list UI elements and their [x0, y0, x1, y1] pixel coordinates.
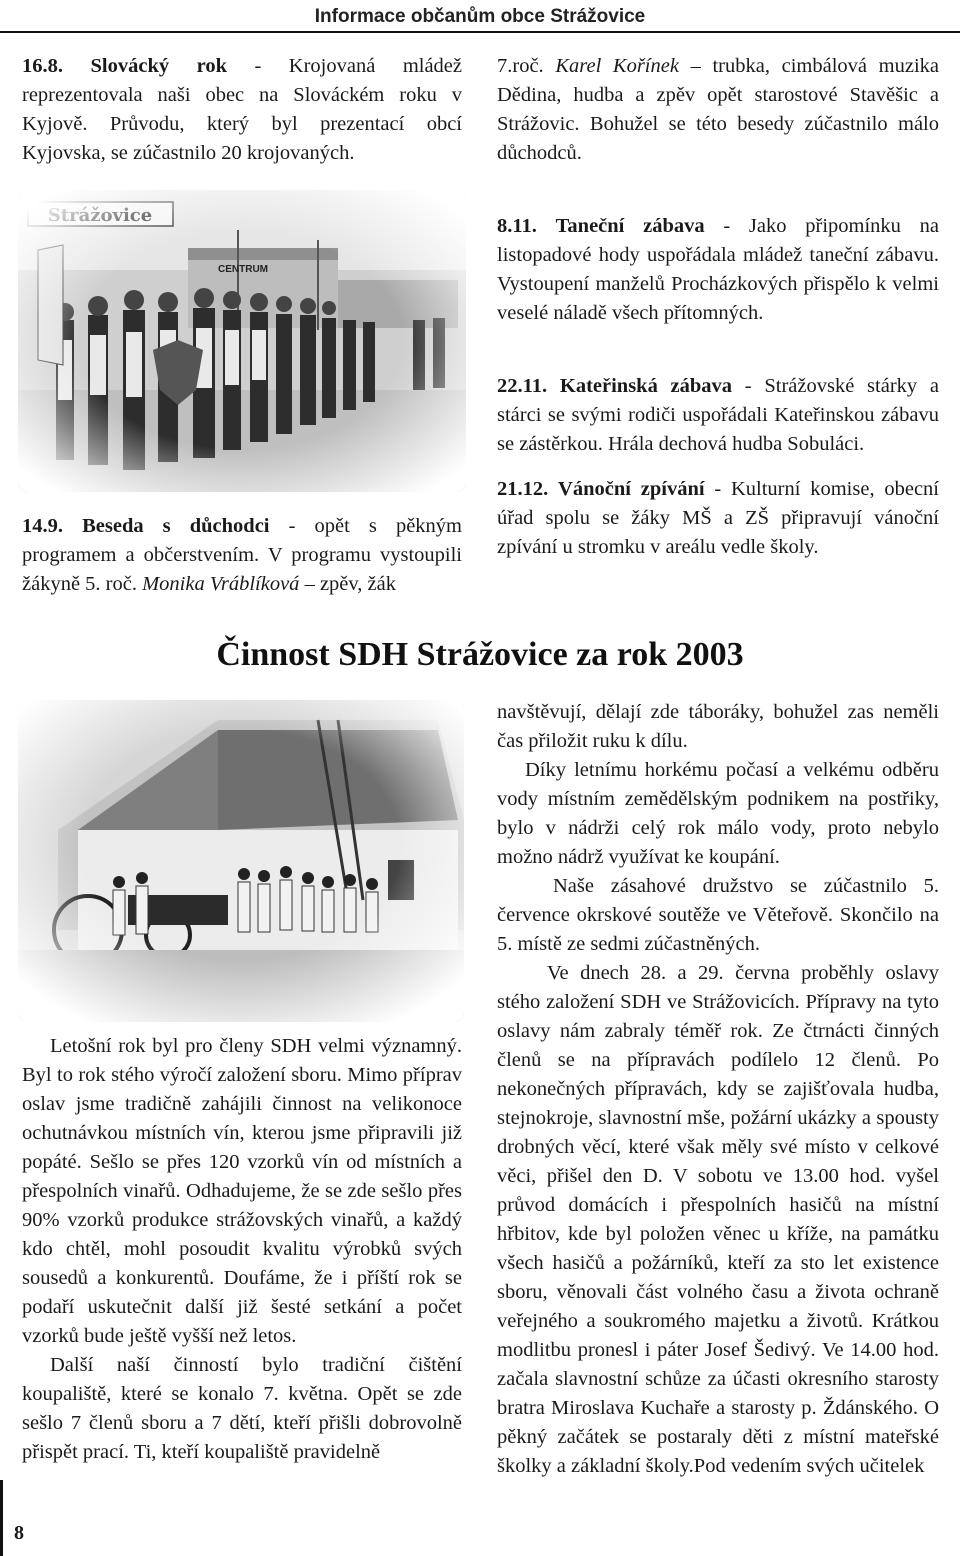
beseda-continuation	[497, 52, 939, 168]
header-rule	[0, 31, 960, 33]
article-right-paragraph-1: navštěvují, dělají zde táboráky, bohužel zas neměli čas přiložit ruku k dílu.	[497, 701, 939, 752]
katerinska-date: 22.11.	[497, 375, 548, 397]
tanecni-zabava-paragraph	[497, 212, 939, 328]
beseda-cont-performer: Karel Kořínek	[555, 55, 679, 77]
beseda-paragraph	[22, 512, 462, 599]
firefighters-photo	[18, 700, 464, 1022]
vanocni-date: 21.12.	[497, 478, 549, 500]
vanocni-text: - Kulturní komise, obecní úřad spolu se žáky MŠ a ZŠ připravují vánoční zpívání u stromku v areálu vedle školy.	[497, 478, 940, 558]
event-date: 16.8.	[22, 55, 63, 77]
article-left-column	[22, 1032, 462, 1467]
katerinska-text: - Strážovské stárky a stárci se svými rodiči uspořádali Kateřinskou zábavu se zástěrkou. Hrála dechová hudba Sobuláci.	[497, 375, 939, 455]
tanecni-date: 8.11.	[497, 215, 537, 237]
beseda-cont-text-2: – trubka, cimbálová muzika Dědina, hudba a zpěv opět starostové Stavěšic a Strážovic. Bohužel se této besedy zúčastnilo málo důchodců.	[497, 55, 939, 164]
beseda-performer: Monika Vráblíková	[142, 573, 300, 595]
slovacky-rok-paragraph	[22, 52, 462, 168]
firefighters-illustration	[18, 700, 464, 1022]
article-left-paragraph-2: Další naší činností bylo tradiční čištění koupaliště, které se konalo 7. května. Opět se zde sešlo 7 členů sboru a 7 dětí, kteří přišli dobrovolně přispět prací. Ti, kteří koupaliště pravidelně	[22, 1354, 462, 1463]
beseda-event: Beseda s důchodci	[82, 515, 270, 537]
tanecni-text: - Jako připomínku na listopadové hody uspořádala mládež taneční zábavu. Vystoupení manželů Procházkových přispělo k velmi veselé náladě všech přítomných.	[497, 215, 939, 324]
katerinska-paragraph	[497, 372, 939, 459]
parade-illustration	[18, 190, 466, 492]
beseda-date: 14.9.	[22, 515, 63, 537]
article-right-paragraph-4: Ve dnech 28. a 29. června proběhly oslavy stého založení SDH ve Strážovicích. Přípravy na tyto oslavy nám zabraly téměř rok. Ze čtrnácti činných členů se na přípravách podílelo 12 členů. Po nekonečných přípravách, kdy se zajišťovala hudba, stejnokroje, slavnostní mše, požární ukázky a spousty drobných věcí, které však měly své místo v celkové věci, přišel den D. V sobotu ve 13.00 hod. vyšel průvod domácích i přespolních hasičů na místní hřbitov, kde byl položen věnec u kříže, na památku všech hasičů a požárníků, kteří za sto let existence sboru, věnovali část volného času a života ochraně veřejného a soukromého majetku a životů. Krátkou modlitbu pronesl i páter Josef Šedivý. Ve 14.00 hod. začala slavnostní schůze za účasti okresního starosty bratra Miroslava Kuchaře a starosty p. Ždánského. O pěkný začátek se postaraly děti z místní mateřské školky a základní školy.Pod vedením svých učitelek	[497, 962, 939, 1477]
event-name: Slovácký rok	[90, 55, 227, 77]
tanecni-event: Taneční zábava	[555, 215, 705, 237]
article-title: Činnost SDH Strážovice za rok 2003	[216, 636, 744, 673]
article-right-column	[497, 698, 939, 1481]
katerinska-event: Kateřinská zábava	[559, 375, 733, 397]
page-header: Informace občanům obce Strážovice	[314, 6, 646, 27]
parade-photo	[18, 190, 466, 492]
beseda-cont-text: 7.roč.	[497, 55, 556, 77]
beseda-text: - opět s pěkným programem a občerstvením. V programu vystoupili žákyně 5. roč.	[22, 515, 462, 595]
vanocni-paragraph	[497, 475, 939, 562]
page-edge-bar	[0, 1480, 3, 1556]
article-right-paragraph-3: Naše zásahové družstvo se zúčastnilo 5. července okrskové soutěže ve Věteřově. Skončilo na 5. místě ze sedmi zúčastněných.	[497, 875, 939, 955]
article-right-paragraph-2: Díky letnímu horkému počasí a velkému odběru vody místním zemědělským podnikem na postřiky, bylo v nádrži celý rok málo vody, proto nebylo možno nádrž využívat ke koupání.	[497, 759, 939, 868]
beseda-text-2: – zpěv, žák	[299, 573, 397, 595]
vanocni-event: Vánoční zpívání	[558, 478, 705, 500]
article-left-paragraph-1: Letošní rok byl pro členy SDH velmi významný. Byl to rok stého výročí založení sboru. Mimo příprav oslav jsme tradičně zahájili činnost na velikonoce ochutnávkou místních vín, kterou jsme připravili již popáté. Sešlo se přes 120 vzorků vín od místních a přespolních vinařů. Odhadujeme, že se zde sešlo přes 90% vzorků produkce strážovských vinařů, a každý kdo chtěl, mohl posoudit kvalitu výrobků svých sousedů a konkurentů. Doufáme, že i příští rok se podaří uskutečnit další již šesté setkání a počet vzorků bude ještě vyšší než letos.	[22, 1035, 462, 1347]
right-top-column	[497, 52, 939, 562]
event-text: - Krojovaná mládež reprezentovala naši obec na Slováckém roku v Kyjově. Průvodu, který byl prezentací obcí Kyjovska, se zúčastnilo 20 krojovaných.	[22, 55, 463, 164]
page-number: 8	[14, 1522, 24, 1544]
